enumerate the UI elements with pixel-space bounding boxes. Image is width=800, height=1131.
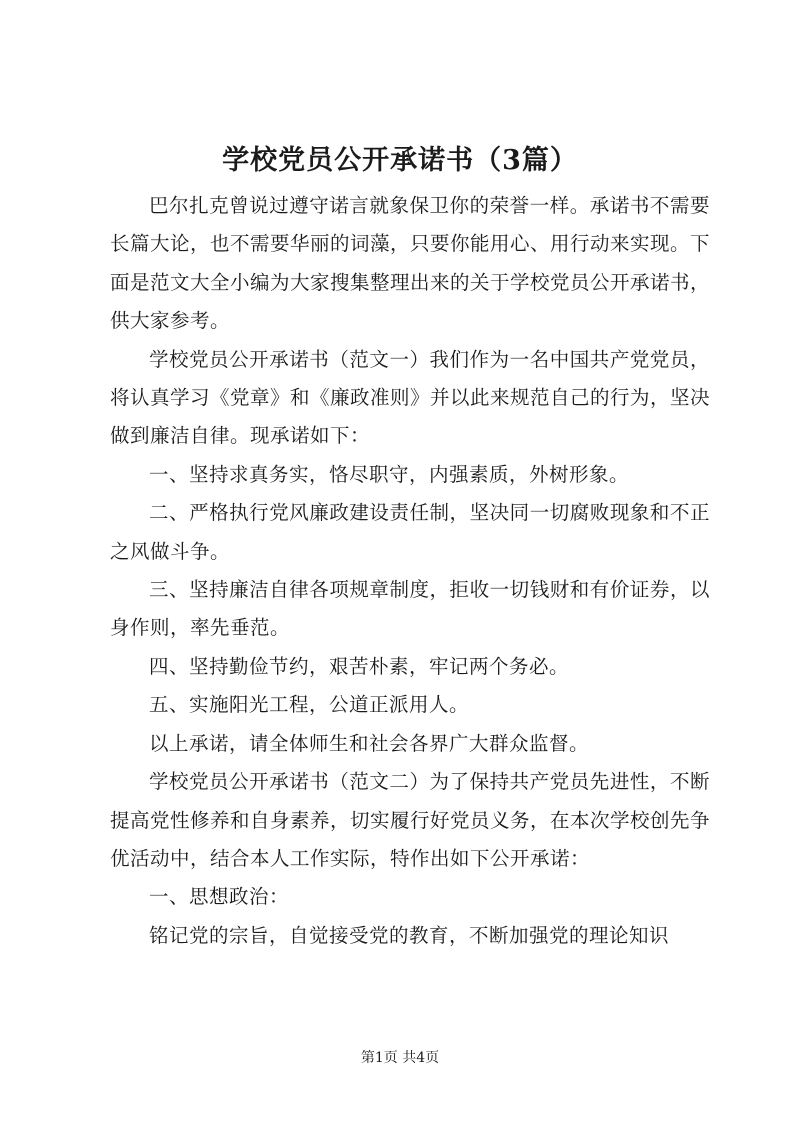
- paragraph-pledge-4: 四、坚持勤俭节约，艰苦朴素，牢记两个务必。: [149, 654, 570, 678]
- paragraph-pledge-5: 五、实施阳光工程，公道正派用人。: [149, 693, 470, 717]
- paragraph-pledge-3: 三、坚持廉洁自律各项规章制度，拒收一切钱财和有价证券，以身作则，率先垂范。: [110, 578, 710, 640]
- paragraph-pledge-2: 二、严格执行党风廉政建设责任制，坚决同一切腐败现象和不正之风做斗争。: [110, 501, 710, 563]
- paragraph-sample-two-intro: 学校党员公开承诺书（范文二）为了保持共产党员先进性，不断提高党性修养和自身素养，切实履行好党员义务，在本次学校创先争优活动中，结合本人工作实际，特作出如下公开承诺：: [110, 770, 711, 870]
- document-title: 学校党员公开承诺书（3篇）: [222, 145, 578, 176]
- paragraph-supervision: 以上承诺，请全体师生和社会各界广大群众监督。: [149, 731, 590, 755]
- document-body: [110, 187, 710, 955]
- paragraph-pledge-1: 一、坚持求真务实，恪尽职守，内强素质，外树形象。: [149, 462, 630, 486]
- paragraph-section-content: 铭记党的宗旨，自觉接受党的教育，不断加强党的理论知识: [149, 923, 670, 947]
- paragraph-section-heading: 一、思想政治：: [149, 885, 290, 909]
- paragraph-sample-one-intro: 学校党员公开承诺书（范文一）我们作为一名中国共产党党员，将认真学习《党章》和《廉政准则》并以此来规范自己的行为，坚决做到廉洁自律。现承诺如下：: [110, 347, 711, 448]
- page-footer: 第1页 共4页: [360, 1050, 440, 1066]
- paragraph-intro: 巴尔扎克曾说过遵守诺言就象保卫你的荣誉一样。承诺书不需要长篇大论，也不需要华丽的词藻，只要你能用心、用行动来实现。下面是范文大全小编为大家搜集整理出来的关于学校党员公开承诺书，供大家参考。: [110, 194, 711, 333]
